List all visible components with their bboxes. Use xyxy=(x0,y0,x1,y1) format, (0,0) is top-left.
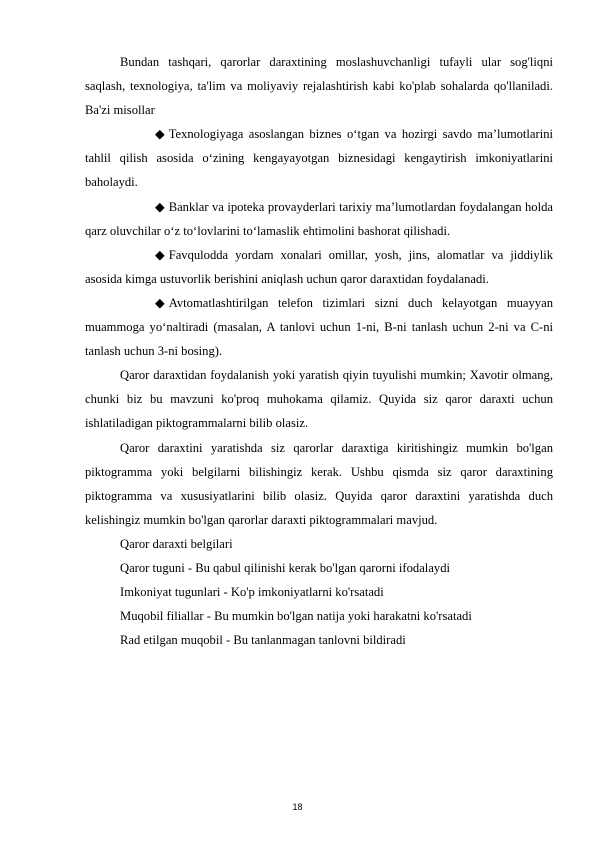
symbol-rejected-alternative: Rad etilgan muqobil - Bu tanlanmagan tanlovni bildiradi xyxy=(120,633,406,648)
document-body xyxy=(85,50,553,652)
symbol-chance-nodes: Imkoniyat tugunlari - Ko'p imkoniyatlarni ko'rsatadi xyxy=(120,585,384,600)
bullet-text: Avtomatlashtirilgan telefon tizimlari sizni duch kelayotgan muayyan muammoga yoʻnaltiradi (masalan, A tanlovi uchun 1-ni, B-ni tanlash uchun 2-ni va C-ni tanlash uchun 3-ni bosing). xyxy=(85,295,553,359)
bullet-text: Favqulodda yordam xonalari omillar, yosh, jins, alomatlar va jiddiylik asosida kimga ustuvorlik berishini aniqlash uchun qaror daraxtidan foydalanadi. xyxy=(85,247,553,286)
bullet-text: Banklar va ipoteka provayderlari tarixiy maʼlumotlardan foydalangan holda qarz oluvchilar oʻz toʻlovlarini toʻlamaslik ehtimolini bashorat qilishadi. xyxy=(85,199,553,238)
diamond-bullet-icon: ◆ xyxy=(155,247,165,262)
symbol-alternative-branches: Muqobil filiallar - Bu mumkin bo'lgan natija yoki harakatni ko'rsatadi xyxy=(120,609,472,624)
page-number: 18 xyxy=(292,802,303,812)
symbols-heading: Qaror daraxti belgilari xyxy=(120,536,233,551)
bullet-item-banks xyxy=(85,195,553,243)
diamond-bullet-icon: ◆ xyxy=(155,295,165,310)
diamond-bullet-icon: ◆ xyxy=(155,199,165,214)
diamond-bullet-icon: ◆ xyxy=(155,127,165,142)
bullet-item-phone-systems xyxy=(85,291,553,363)
bullet-item-emergency xyxy=(85,243,553,291)
paragraph-intro: Bundan tashqari, qarorlar daraxtining moslashuvchanligi tufayli ular sog'liqni saqlash, texnologiya, ta'lim va moliyaviy rejalashtirish kabi ko'plab sohalarda qo'llaniladi. Ba'zi misollar xyxy=(85,55,553,118)
bullet-text: Texnologiyaga asoslangan biznes oʻtgan va hozirgi savdo maʼlumotlarini tahlil qilish asosida oʻzining kengayayotgan biznesidagi kengaytirish imkoniyatlarini baholaydi. xyxy=(85,127,553,190)
paragraph-icons-intro: Qaror daraxtini yaratishda siz qarorlar daraxtiga kiritishingiz mumkin bo'lgan piktogramma yoki belgilarni bilishingiz kerak. Ushbu qismda siz qaror daraxtining piktogramma va xususiyatlarini bilib olasiz. Quyida qaror daraxtini yaratishda duch kelishingiz mumkin bo'lgan qarorlar daraxti piktogrammalari mavjud. xyxy=(85,440,553,527)
paragraph-difficulty: Qaror daraxtidan foydalanish yoki yaratish qiyin tuyulishi mumkin; Xavotir olmang, chunki biz bu mavzuni ko'proq muhokama qilamiz. Quyida siz qaror daraxti uchun ishlatiladigan piktogrammalarni bilib olasiz. xyxy=(85,368,553,431)
symbol-decision-node: Qaror tuguni - Bu qabul qilinishi kerak bo'lgan qarorni ifodalaydi xyxy=(120,560,450,575)
bullet-item-technology xyxy=(85,122,553,194)
